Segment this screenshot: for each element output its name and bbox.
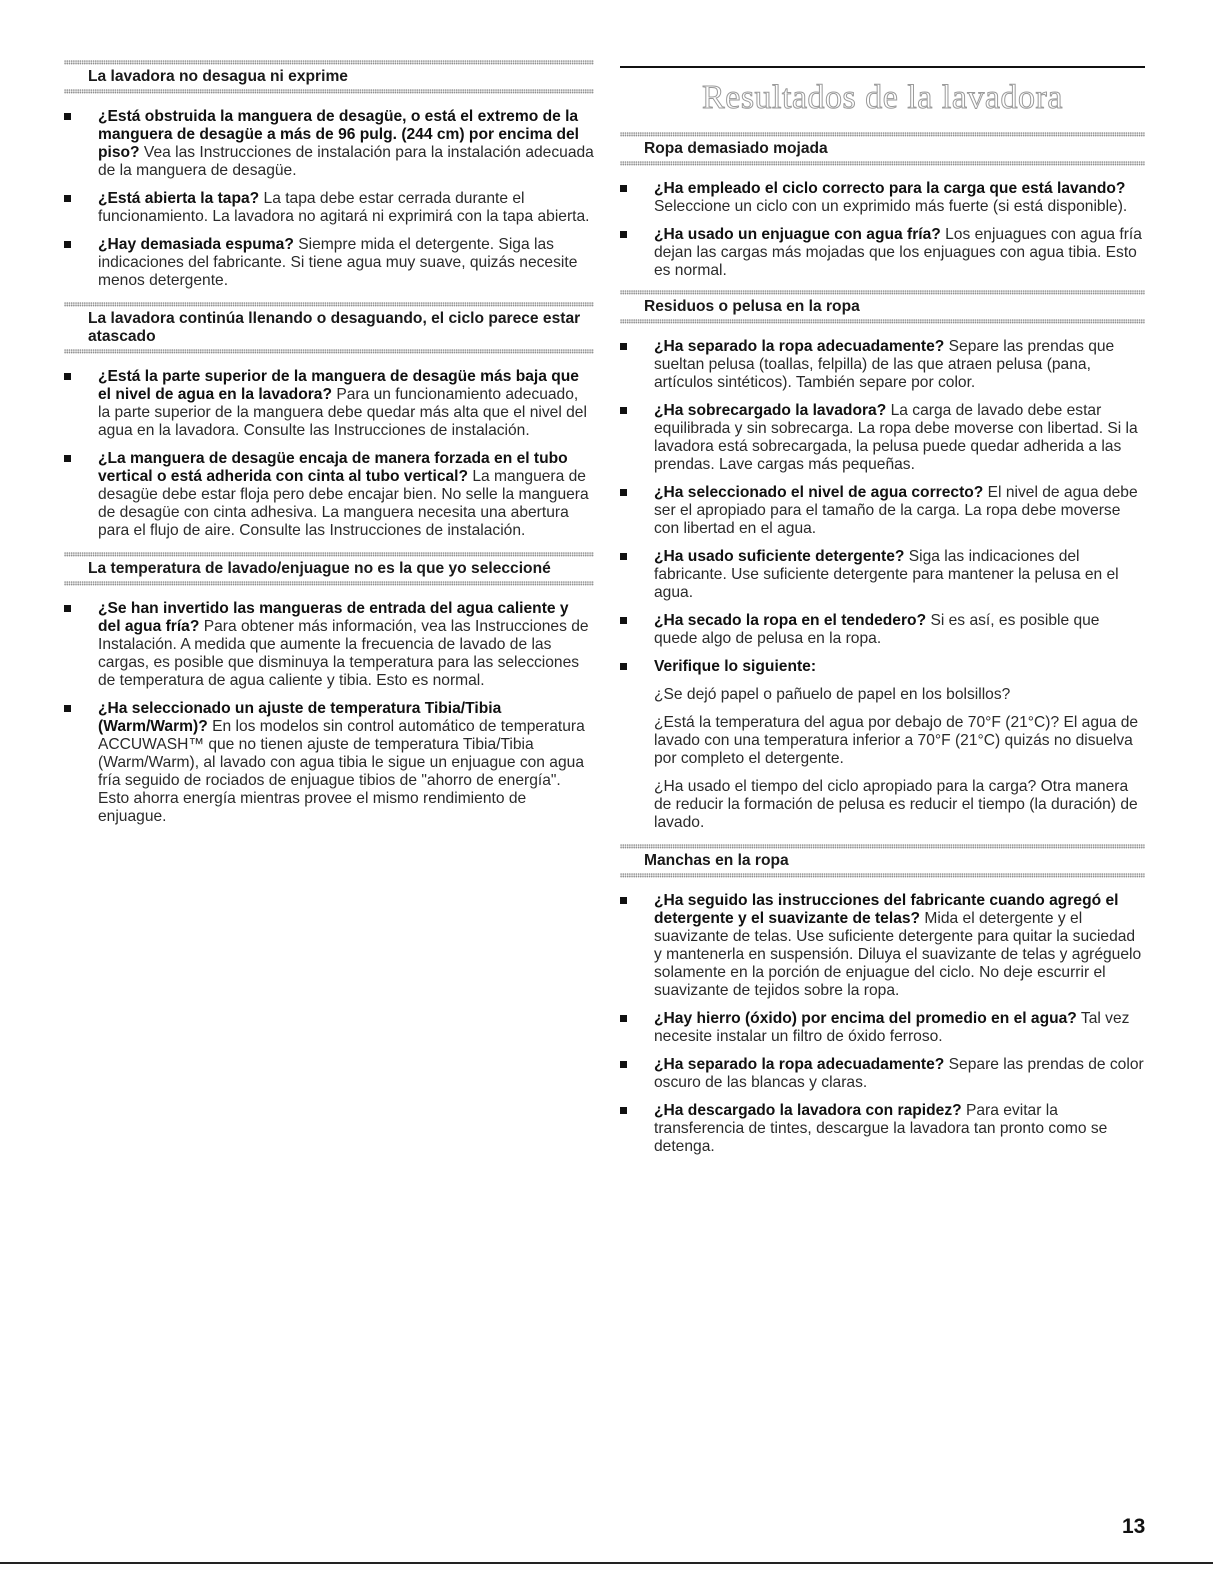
section-heading: Manchas en la ropa xyxy=(644,852,789,869)
section-rule xyxy=(620,132,1145,137)
troubleshooting-list xyxy=(64,600,594,826)
square-bullet-icon xyxy=(620,343,627,350)
square-bullet-icon xyxy=(64,113,71,120)
troubleshooting-list xyxy=(620,892,1145,1156)
troubleshooting-list xyxy=(620,180,1145,280)
section-heading: La temperatura de lavado/enjuague no es la que yo seleccioné xyxy=(88,560,551,577)
list-item: ¿Ha empleado el ciclo correcto para la carga que está lavando? Seleccione un ciclo con un exprimido más fuerte (si está disponible). xyxy=(620,180,1145,216)
section-heading: La lavadora no desagua ni exprime xyxy=(88,68,348,85)
list-item: ¿Ha usado suficiente detergente? Siga las indicaciones del fabricante. Use suficiente detergente para mantener la pelusa en el agua. xyxy=(620,548,1145,602)
section-rule xyxy=(620,319,1145,324)
checklist-paragraph: ¿Está la temperatura del agua por debajo de 70°F (21°C)? El agua de lavado con una temperatura inferior a 70°F (21°C) quizás no disuelva por completo el detergente. xyxy=(654,714,1139,767)
square-bullet-icon xyxy=(620,185,627,192)
list-item: ¿Ha secado la ropa en el tendedero? Si es así, es posible que quede algo de pelusa en la ropa. xyxy=(620,612,1145,648)
square-bullet-icon xyxy=(620,897,627,904)
list-item: ¿Hay hierro (óxido) por encima del promedio en el agua? Tal vez necesite instalar un filtro de óxido ferroso. xyxy=(620,1010,1145,1046)
troubleshooting-list xyxy=(620,338,1145,676)
troubleshooting-list xyxy=(64,368,594,540)
list-item: ¿Está la parte superior de la manguera de desagüe más baja que el nivel de agua en la lavadora? Para un funcionamiento adecuado, la parte superior de la manguera debe quedar más alta que el nivel del agua en la lavadora. Consulte las Instrucciones de instalación. xyxy=(64,368,594,440)
square-bullet-icon xyxy=(620,1015,627,1022)
list-item: ¿Ha usado un enjuague con agua fría? Los enjuagues con agua fría dejan las cargas más mojadas que los enjuagues con agua tibia. Esto es normal. xyxy=(620,226,1145,280)
square-bullet-icon xyxy=(620,407,627,414)
page-title: Resultados de la lavadora xyxy=(702,79,1063,116)
right-column xyxy=(620,60,1145,1166)
left-column xyxy=(64,60,594,836)
list-item: ¿Está abierta la tapa? La tapa debe estar cerrada durante el funcionamiento. La lavadora no agitará ni exprimirá con la tapa abierta. xyxy=(64,190,594,226)
list-item: ¿Ha sobrecargado la lavadora? La carga de lavado debe estar equilibrada y sin sobrecarga. La ropa debe moverse con libertad. Si la lavadora está sobrecargada, la pelusa puede quedar adherida a las prendas. Lave cargas más pequeñas. xyxy=(620,402,1145,474)
list-item: ¿Ha descargado la lavadora con rapidez? Para evitar la transferencia de tintes, descargue la lavadora tan pronto como se detenga. xyxy=(620,1102,1145,1156)
square-bullet-icon xyxy=(64,455,71,462)
checklist-paragraph: ¿Ha usado el tiempo del ciclo apropiado para la carga? Otra manera de reducir la formación de pelusa es reducir el tiempo (la duración) de lavado. xyxy=(654,778,1138,831)
square-bullet-icon xyxy=(64,195,71,202)
section-rule xyxy=(64,89,594,94)
list-item: ¿Ha seguido las instrucciones del fabricante cuando agregó el detergente y el suavizante de telas? Mida el detergente y el suavizante de telas. Use suficiente detergente para quitar la suciedad y mantenerla en suspensión. Diluya el suavizante de telas y agréguelo solamente en la porción de enjuague del ciclo. No deje escurrir el suavizante de tejidos sobre la ropa. xyxy=(620,892,1145,1000)
list-item: Verifique lo siguiente: xyxy=(620,658,1145,676)
title-rule xyxy=(620,66,1145,68)
square-bullet-icon xyxy=(620,231,627,238)
section-rule xyxy=(64,552,594,557)
list-item: ¿Se han invertido las mangueras de entrada del agua caliente y del agua fría? Para obtener más información, vea las Instrucciones de Instalación. A medida que aumente la frecuencia de lavado de las cargas, es posible que disminuya la temperatura para las selecciones de temperatura de agua caliente y tibia. Esto es normal. xyxy=(64,600,594,690)
section-rule xyxy=(620,290,1145,295)
section-rule xyxy=(620,161,1145,166)
section-heading: Residuos o pelusa en la ropa xyxy=(644,298,860,315)
section-heading: Ropa demasiado mojada xyxy=(644,140,828,157)
list-item: ¿La manguera de desagüe encaja de manera forzada en el tubo vertical o está adherida con cinta al tubo vertical? La manguera de desagüe debe estar floja pero debe encajar bien. No selle la manguera de desagüe con cinta adhesiva. La manguera necesita una abertura para el flujo de aire. Consulte las Instrucciones de instalación. xyxy=(64,450,594,540)
section-rule xyxy=(64,60,594,65)
square-bullet-icon xyxy=(620,553,627,560)
list-item: ¿Ha seleccionado el nivel de agua correcto? El nivel de agua debe ser el apropiado para el tamaño de la carga. La ropa debe moverse con libertad en el agua. xyxy=(620,484,1145,538)
troubleshooting-list xyxy=(64,108,594,290)
list-item: ¿Ha seleccionado un ajuste de temperatura Tibia/Tibia (Warm/Warm)? En los modelos sin control automático de temperatura ACCUWASH™ que no tienen ajuste de temperatura Tibia/Tibia (Warm/Warm), al lavado con agua tibia le sigue un enjuague con agua fría seguido de rociados de enjuague tibios de "ahorro de energía". Esto ahorra energía mientras provee el mismo rendimiento de enjuague. xyxy=(64,700,594,826)
section-rule xyxy=(64,302,594,307)
square-bullet-icon xyxy=(620,1107,627,1114)
square-bullet-icon xyxy=(620,663,627,670)
section-heading: La lavadora continúa llenando o desaguando, el ciclo parece estar atascado xyxy=(88,310,581,345)
square-bullet-icon xyxy=(64,605,71,612)
square-bullet-icon xyxy=(620,489,627,496)
section-rule xyxy=(64,581,594,586)
section-rule xyxy=(620,873,1145,878)
list-item: ¿Ha separado la ropa adecuadamente? Separe las prendas que sueltan pelusa (toallas, felpilla) de las que atraen pelusa (pana, artículos sintéticos). También separe por color. xyxy=(620,338,1145,392)
square-bullet-icon xyxy=(620,617,627,624)
list-item: ¿Ha separado la ropa adecuadamente? Separe las prendas de color oscuro de las blancas y claras. xyxy=(620,1056,1145,1092)
checklist-paragraph: ¿Se dejó papel o pañuelo de papel en los bolsillos? xyxy=(654,686,1011,703)
page-number: 13 xyxy=(1122,1515,1146,1538)
list-item: ¿Está obstruida la manguera de desagüe, o está el extremo de la manguera de desagüe a más de 96 pulg. (244 cm) por encima del piso? Vea las Instrucciones de instalación para la instalación adecuada de la manguera de desagüe. xyxy=(64,108,594,180)
square-bullet-icon xyxy=(64,373,71,380)
square-bullet-icon xyxy=(620,1061,627,1068)
square-bullet-icon xyxy=(64,705,71,712)
square-bullet-icon xyxy=(64,241,71,248)
section-rule xyxy=(64,349,594,354)
section-rule xyxy=(620,844,1145,849)
list-item: ¿Hay demasiada espuma? Siempre mida el detergente. Siga las indicaciones del fabricante. Si tiene agua muy suave, quizás necesite menos detergente. xyxy=(64,236,594,290)
footer-rule xyxy=(0,1562,1213,1564)
